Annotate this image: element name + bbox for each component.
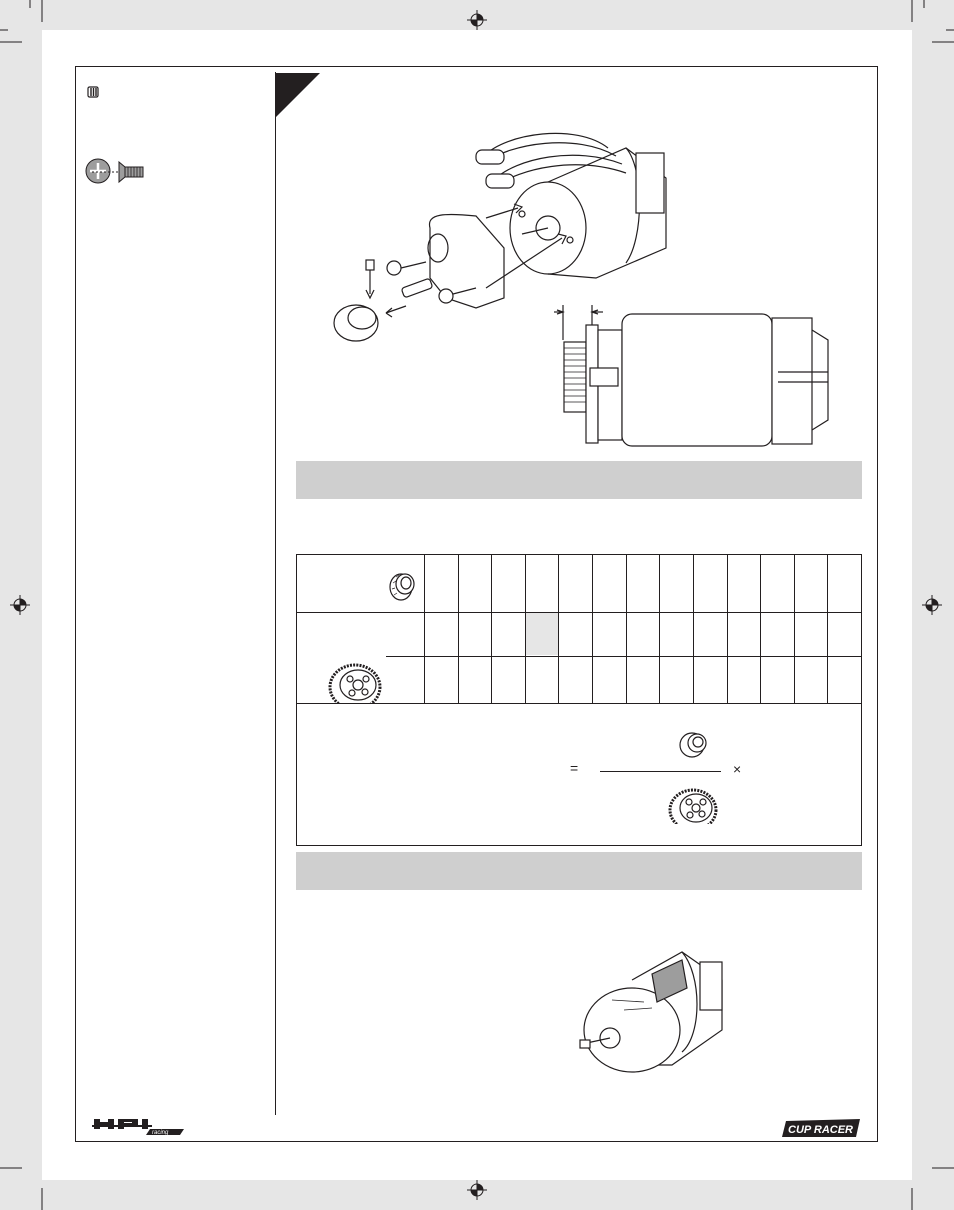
registration-mark-icon	[10, 595, 30, 615]
table-row-divider	[296, 612, 862, 613]
formula-equals-sign: =	[570, 760, 579, 776]
table-column-divider	[659, 554, 660, 703]
table-row-divider	[296, 703, 862, 704]
table-highlighted-cell	[526, 612, 559, 655]
formula-fraction-bar	[600, 771, 721, 772]
pinion-gear-icon	[678, 730, 710, 760]
pinion-gear-icon	[388, 569, 418, 603]
registration-mark-icon	[922, 595, 942, 615]
table-column-divider	[491, 554, 492, 703]
table-column-divider	[760, 554, 761, 703]
table-column-divider	[626, 554, 627, 703]
sidebar-divider	[275, 72, 276, 1115]
table-column-divider	[794, 554, 795, 703]
table-row-divider	[386, 656, 862, 657]
registration-mark-icon	[467, 10, 487, 30]
bearing-icon	[87, 86, 99, 98]
motor-side-view-diagram	[548, 300, 838, 455]
table-column-divider	[827, 554, 828, 703]
cup-racer-logo	[782, 1117, 862, 1139]
table-column-divider	[424, 554, 425, 703]
step-corner-marker	[276, 73, 322, 119]
table-column-divider	[693, 554, 694, 703]
formula-times-sign: ×	[733, 761, 742, 777]
svg-text:CUP RACER: CUP RACER	[788, 1124, 853, 1136]
svg-text:racing: racing	[152, 1130, 169, 1136]
spur-gear-icon	[668, 784, 720, 824]
registration-mark-icon	[467, 1180, 487, 1200]
table-column-divider	[525, 554, 526, 703]
flat-head-screw-icon	[84, 156, 146, 186]
spur-gear-icon	[328, 659, 384, 703]
hpi-racing-logo	[92, 1117, 188, 1137]
section-band-gear-ratio	[296, 461, 862, 499]
electric-motor-diagram	[572, 940, 728, 1078]
section-band-motor	[296, 852, 862, 890]
table-column-divider	[458, 554, 459, 703]
table-column-divider	[558, 554, 559, 703]
table-column-divider	[592, 554, 593, 703]
table-column-divider	[727, 554, 728, 703]
